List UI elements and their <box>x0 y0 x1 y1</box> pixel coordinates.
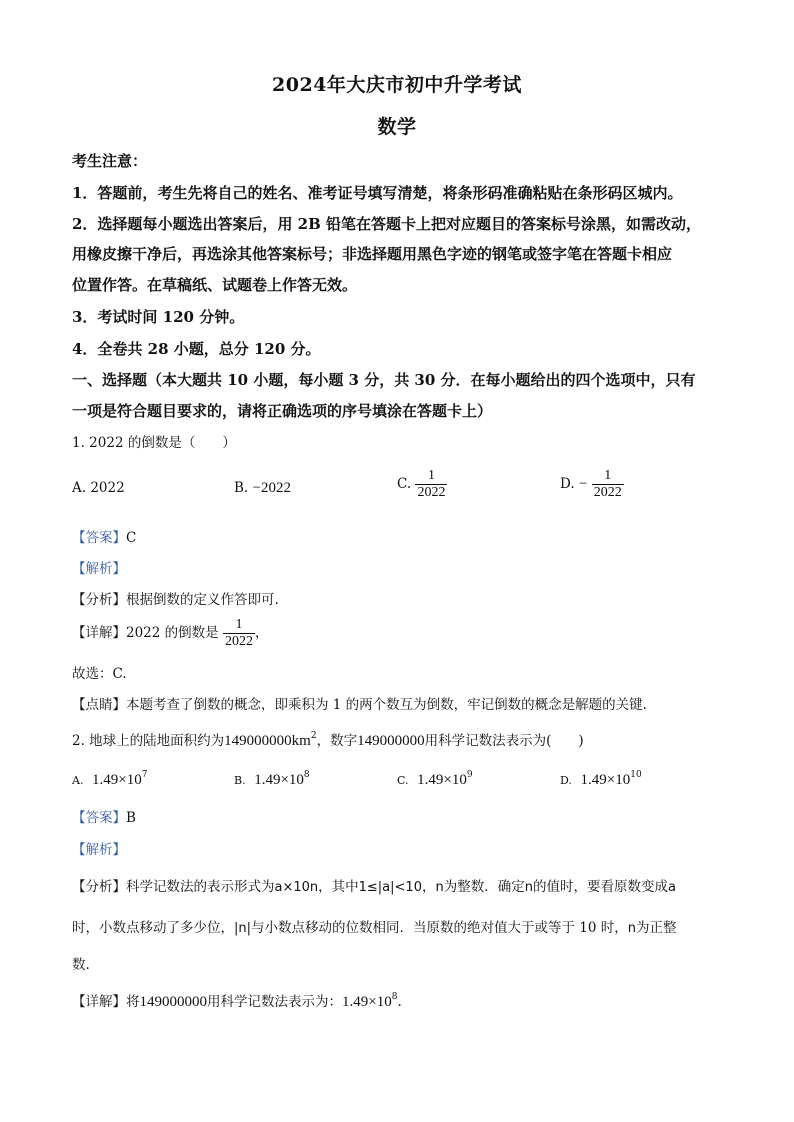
notice-heading: 考生注意： <box>72 152 148 170</box>
notice-item-4: 4．全卷共 28 小题，总分 120 分。 <box>72 340 321 358</box>
q2-option-d: D. $1.49\times 10^{10}$ <box>560 770 642 788</box>
exam-title: 2024年大庆市初中升学考试 <box>272 74 522 96</box>
notice-item-3: 3．考试时间 120 分钟。 <box>72 308 245 326</box>
q2-detail: 【详解】将149000000用科学记数法表示为：$1.49\times 10^8$. <box>72 992 402 1010</box>
q2-answer: 【答案】B <box>72 810 136 826</box>
section-heading-cont: 一项是符合题目要求的，请将正确选项的序号填涂在答题卡上） <box>72 402 493 420</box>
q1-stem: 1. 2022 的倒数是（ ） <box>72 435 236 451</box>
notice-item-1: 1．答题前，考生先将自己的姓名、准考证号填写清楚，将条形码准确粘贴在条形码区城内。 <box>72 184 683 202</box>
q1-choice: 故选：C. <box>72 666 127 682</box>
q1-option-d: D. − $\frac{1}{2022}$ <box>560 468 622 501</box>
q2-fenxi-line2: 时，小数点移动了多少位，|n|与小数点移动的位数相同．当原数的绝对值大于或等于 10 时，n为正整 <box>72 920 677 936</box>
q1-analysis: 【解析】 <box>72 561 126 577</box>
q2-option-a: A. $1.49\times 10^7$ <box>72 770 148 788</box>
fraction: $\frac{1}{2022}$ <box>593 468 622 501</box>
notice-item-2-cont: 用橡皮擦干净后，再选涂其他答案标号；非选择题用黑色字迹的钢笔或签字笔在答题卡相应 <box>72 245 673 263</box>
q2-option-c: C. $1.49\times 10^9$ <box>397 770 473 788</box>
q1-detail: 【详解】2022 的倒数是 $\frac{1}{2022}$ ， <box>72 617 269 650</box>
q1-option-c: C. $\frac{1}{2022}$ <box>397 468 446 501</box>
notice-item-2: 2．选择题每小题选出答案后，用 2B 铅笔在答题卡上把对应题目的答案标号涂黑，如需改动， <box>72 215 702 233</box>
q1-option-a: A. 2022 <box>72 480 125 496</box>
q2-fenxi-line1: 【分析】科学记数法的表示形式为a×10n，其中1≤|a|<10，n为整数．确定n的值时，要看原数变成a <box>72 879 676 895</box>
notice-item-2-end: 位置作答。在草稿纸、试题卷上作答无效。 <box>72 276 358 294</box>
q2-stem: 2. 地球上的陆地面积约为$149000000km^2$，数字149000000用科学记数法表示为( ) <box>72 731 584 749</box>
fraction: $\frac{1}{2022}$ <box>417 468 446 501</box>
section-heading: 一、选择题（本大题共 10 小题，每小题 3 分，共 30 分．在每小题给出的四个选项中，只有 <box>72 371 696 389</box>
q1-review: 【点睛】本题考查了倒数的概念，即乘积为 1 的两个数互为倒数，牢记倒数的概念是解题的关键. <box>72 697 647 713</box>
q1-answer: 【答案】C <box>72 530 137 546</box>
q1-option-b: B. −2022 <box>234 480 291 496</box>
q2-analysis: 【解析】 <box>72 842 126 858</box>
q2-fenxi-line3: 数. <box>72 957 90 973</box>
exam-subject: 数学 <box>377 116 417 138</box>
fraction: $\frac{1}{2022}$ <box>224 617 253 650</box>
q2-option-b: B. $1.49\times 10^8$ <box>234 770 310 788</box>
q1-fenxi: 【分析】根据倒数的定义作答即可. <box>72 592 279 608</box>
